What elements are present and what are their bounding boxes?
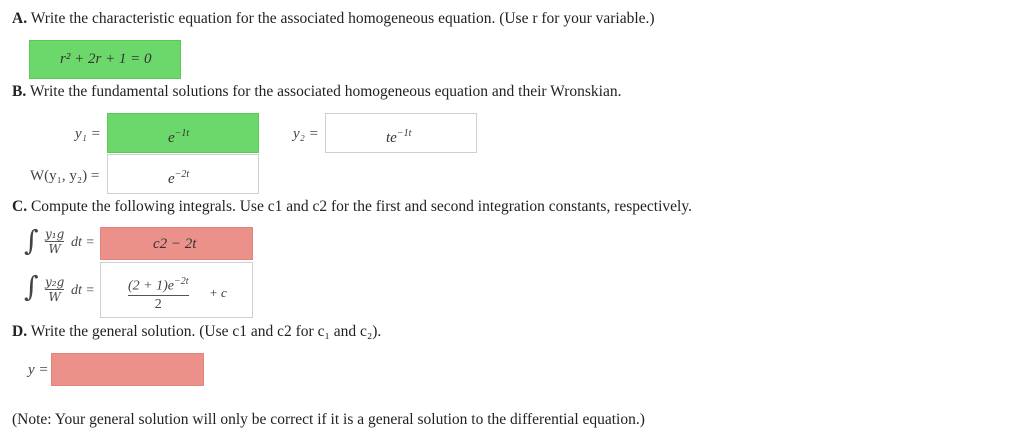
integral-2-answer-numerator-base: (2 + 1)e [128,278,174,294]
integral-1-value: c2 − 2t [153,236,197,252]
part-d-letter: D. [12,323,28,340]
part-a-letter: A. [12,10,28,27]
integral-2-answer-denominator: 2 [154,296,162,312]
part-a-text: Write the characteristic equation for the associated homogeneous equation. (Use r for your variable.) [30,10,655,27]
integral-sign-1: ∫ [24,224,39,257]
part-b-text: Write the fundamental solutions for the associated homogeneous equation and their Wronskian. [29,83,622,100]
wronskian-input[interactable] [107,154,259,194]
wronskian-base: e [168,171,175,187]
integral-2-answer-numerator [128,274,189,294]
part-c-text: Compute the following integrals. Use c1 and c2 for the first and second integration constants, respectively. [30,198,692,215]
integral-2-answer-constant: + c [209,285,227,300]
y1-label: y₁ = [75,126,101,142]
characteristic-equation-input[interactable] [29,40,181,79]
integrand-2-numerator: y₂g [45,275,65,289]
part-d-heading [12,323,381,341]
y1-exponent: −1t [174,128,190,139]
part-b-letter: B. [12,83,27,100]
general-solution-input[interactable] [51,353,204,386]
wronskian-value [168,169,189,188]
integrand-2-fraction [45,276,64,303]
y1-value [168,128,189,147]
y2-base: te [386,130,397,146]
integral-1-input[interactable] [100,227,253,260]
part-a-heading [12,10,655,28]
y1-base: e [168,130,175,146]
y2-exponent: −1t [396,128,412,139]
integrand-2-denominator: W [48,290,61,304]
y2-value [386,128,411,147]
integral-2-dt: dt = [71,283,95,298]
part-d-text: Write the general solution. (Use c1 and c2 for c₁ and c₂). [30,323,382,340]
part-c-letter: C. [12,198,28,215]
integrand-1-denominator: W [48,242,61,256]
integral-2-input[interactable] [100,262,253,318]
y1-input[interactable] [107,113,259,153]
integral-1-dt: dt = [71,235,95,250]
y2-label: y₂ = [293,126,319,142]
integrand-1-numerator: y₁g [45,227,65,241]
integral-sign-2: ∫ [24,270,39,303]
integrand-1-fraction [45,228,64,255]
wronskian-label: W(y₁, y₂) = [30,168,100,184]
characteristic-equation-value: r² + 2r + 1 = 0 [60,51,152,67]
note-text: (Note: Your general solution will only be correct if it is a general solution to the differential equation.) [12,411,645,428]
wronskian-exponent: −2t [174,169,190,180]
integral-2-answer-exponent: −2t [174,276,189,287]
part-c-heading [12,198,692,216]
integral-2-answer-fraction [128,274,189,312]
part-b-heading [12,83,621,101]
y2-input[interactable] [325,113,477,153]
general-solution-label: y = [28,362,49,378]
